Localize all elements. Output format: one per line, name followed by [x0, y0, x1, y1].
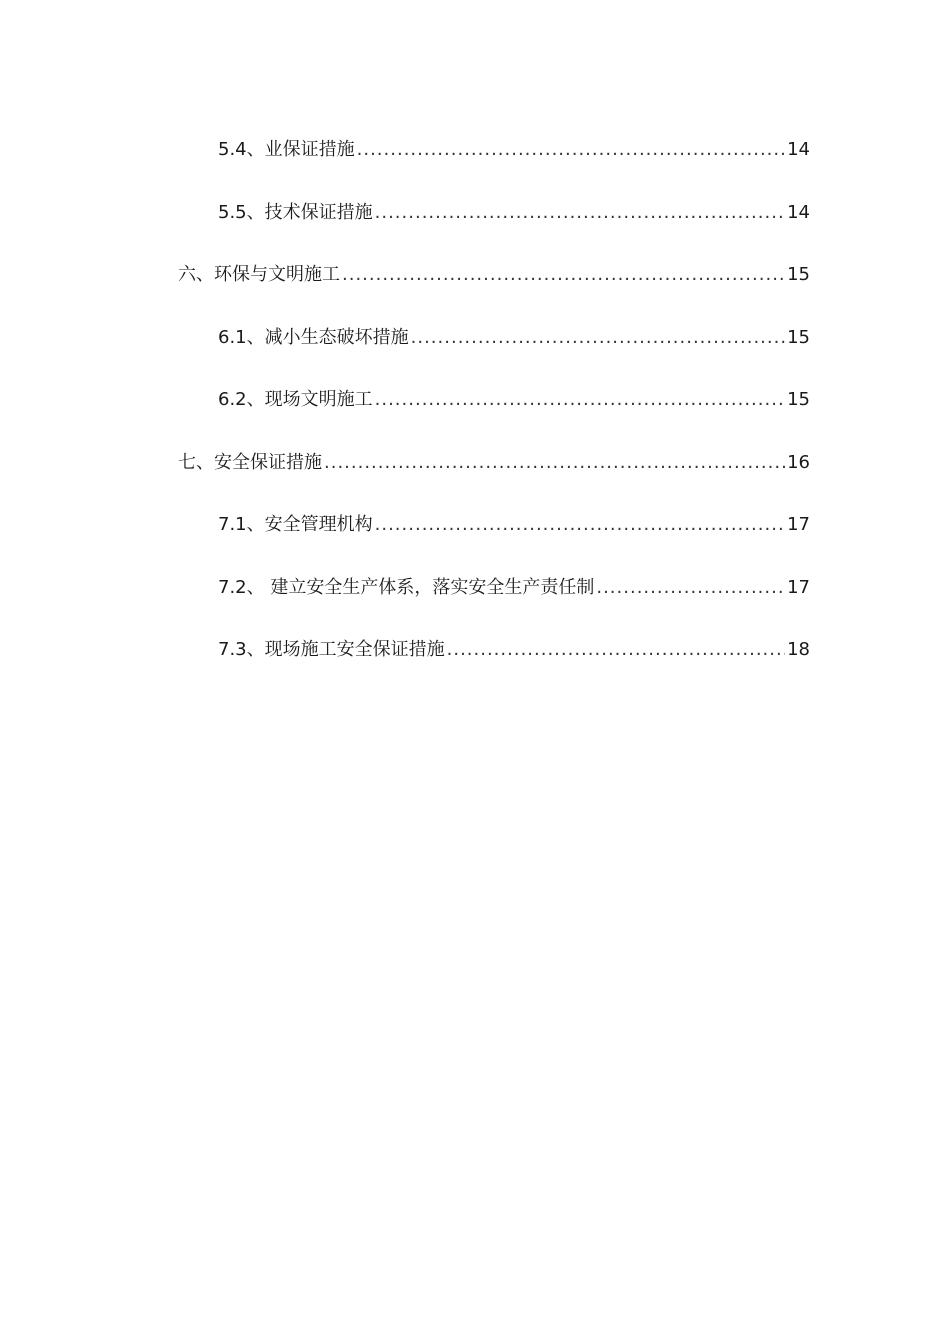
toc-page-number: 15: [787, 326, 810, 348]
toc-entry-label: 6.1、减小生态破坏措施: [218, 326, 409, 348]
toc-entry-label: 六、环保与文明施工: [178, 264, 340, 285]
toc-page-number: 16: [787, 451, 810, 473]
toc-page-number: 15: [787, 264, 810, 285]
toc-page-number: 17: [787, 514, 810, 535]
toc-entry-5-4[interactable]: [178, 130, 810, 193]
toc-page-number: 14: [787, 201, 810, 223]
toc-dot-leader: [375, 505, 785, 545]
toc-entry-7-2[interactable]: [178, 568, 810, 631]
toc-entry-chapter-6[interactable]: [178, 255, 810, 318]
toc-entry-label: 7.2、 建立安全生产体系，落实安全生产责任制: [218, 576, 595, 598]
toc-dot-leader: [357, 130, 785, 170]
toc-dot-leader: [324, 443, 785, 483]
toc-entry-label: 7.1、安全管理机构: [218, 514, 373, 535]
toc-entry-7-3[interactable]: [178, 630, 810, 693]
toc-dot-leader: [375, 193, 785, 233]
toc-dot-leader: [411, 318, 785, 358]
toc-dot-leader: [375, 380, 785, 420]
toc-entry-6-1[interactable]: [178, 318, 810, 381]
toc-dot-leader: [342, 255, 785, 295]
table-of-contents: [178, 130, 810, 693]
toc-page-number: 15: [787, 389, 810, 410]
toc-page-number: 18: [787, 639, 810, 660]
toc-page-number: 14: [787, 139, 810, 160]
toc-entry-chapter-7[interactable]: [178, 443, 810, 506]
toc-dot-leader: [596, 568, 785, 608]
toc-entry-label: 7.3、现场施工安全保证措施: [218, 639, 445, 660]
toc-entry-7-1[interactable]: [178, 505, 810, 568]
toc-entry-6-2[interactable]: [178, 380, 810, 443]
toc-entry-label: 5.4、业保证措施: [218, 139, 355, 160]
toc-entry-label: 6.2、现场文明施工: [218, 389, 373, 410]
toc-entry-5-5[interactable]: [178, 193, 810, 256]
toc-entry-label: 5.5、技术保证措施: [218, 201, 373, 223]
toc-dot-leader: [447, 630, 785, 670]
toc-page-number: 17: [787, 576, 810, 598]
toc-entry-label: 七、安全保证措施: [178, 451, 322, 473]
